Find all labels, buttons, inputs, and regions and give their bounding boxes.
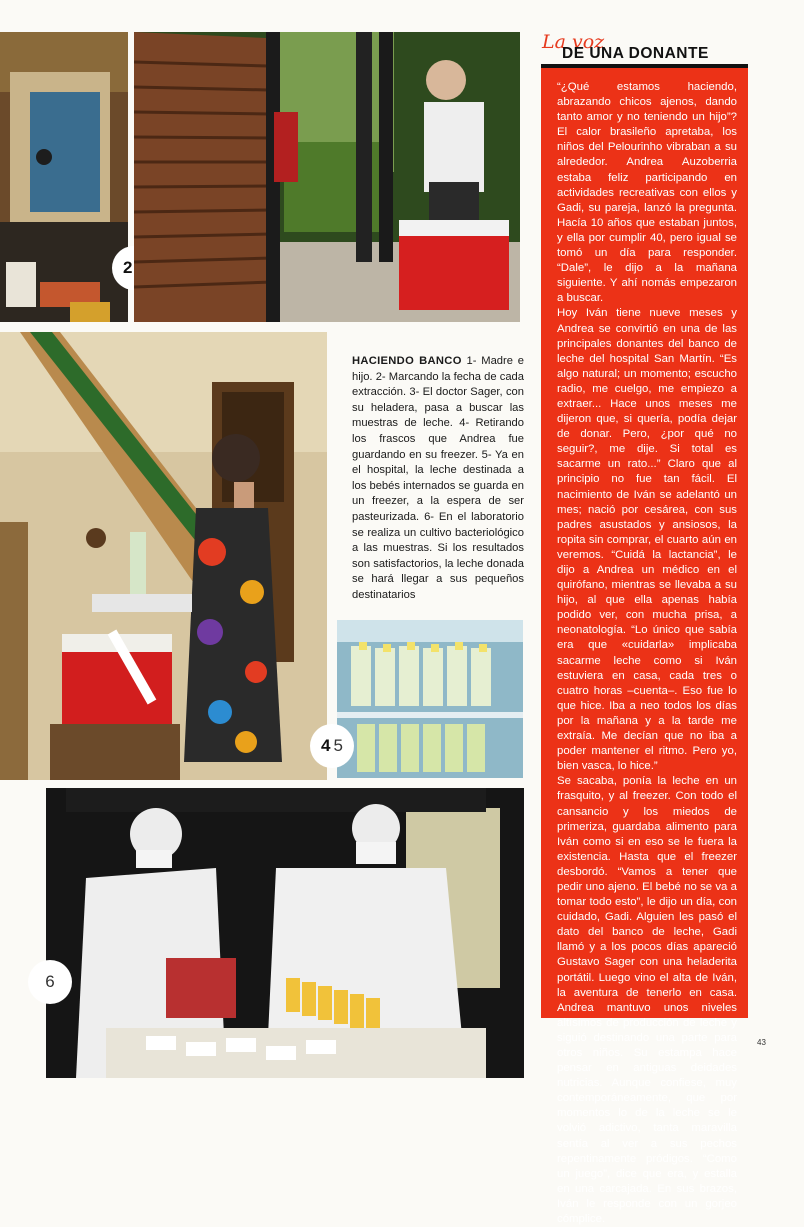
page-number: 43 xyxy=(757,1038,766,1047)
photo-laboratory xyxy=(46,788,524,1078)
photo-caption xyxy=(352,354,524,604)
article-paragraph: Se sacaba, ponía la leche en un frasquito, y al freezer. Con todo el cansancio y los miedos de primeriza, guardaba alimento para Iván como si en eso se le fuera la existencia. Hasta que el freezer desbordó. “Vamos a tener que pedir uno ajeno. El bebé no se va a tomar todo esto”, le dijo un día, con cuidado, Gadi. Alguien les pasó el dato del banco de leche, Gadi llamó y a los pocos días apareció Gustavo Sager con una heladerita portátil. Luego vino el alta de Iván, la aventura de tenerlo en casa. Andrea mantuvo unos niveles altísimos de producción de leche y siguió destinando una parte para otros niños. Su estampa hace pensar en antiguas deidades nutricias. Aunque confiese, muy contemporáneamente, que por momentos lo de la leche se le volvió adictivo, tanta maravilla sentía al ver a sus pechos repentinamente pródigos. “Como un juego”, dice que era, y estalla en una carcajada. En sus brazos, Iván le responde con un gorjeo cómplice. xyxy=(557,775,737,1226)
photo-woman-staircase xyxy=(0,332,327,780)
article-paragraph: Hoy Iván tiene nueve meses y Andrea se convirtió en una de las principales donantes del banco de leche del hospital San Martín. “Es algo natural; un momento; escucho radio, me cuelgo, me empiezo a extraer... Hace unos meses me dijeron que, si quería, podía dejar de donar. Pero, ¿por qué no seguir?, me dije. Si total es sacarme un rato...” Claro que al principio no fue tan fácil. El nacimiento de Iván se adelantó un mes; nació por cesárea, con sus padres asustados y ansiosos, la ropita sin comprar, el cuarto aún en veremos. “Cuidá la lactancia”, le dijo a Andrea un médico en el quirófano, mientras se llevaba a su hijo, al que ella apenas había podido ver, con mucha prisa, a neonatología. “Lo único que sabía era que «cuidarla» implicaba sacarme leche como si Iván estuviera en casa, cada tres o cuatro horas –cuenta–. Eso fue lo que hice. Iba a neo todos los días por la mañana y a la tarde me extraía. Me decían que no iba a poder mantener el ritmo. Pero yo, bien vasca, lo hice.” xyxy=(557,307,737,773)
column-title: DE UNA DONANTE xyxy=(562,45,709,62)
photo-kitchen-window xyxy=(0,32,128,322)
photo-garden-gate xyxy=(134,32,520,322)
photo-badge-6: 6 xyxy=(28,960,72,1004)
caption-heading: HACIENDO BANCO xyxy=(352,355,462,367)
column-kicker: La voz xyxy=(542,31,605,53)
column-top-rule xyxy=(541,64,748,68)
photo-badge-4-5: 4 5 xyxy=(310,724,354,768)
photo-badge-2-3: 2 xyxy=(112,246,156,290)
caption-text: 1- Madre e hijo. 2- Marcando la fecha de cada extracción. 3- El doctor Sager, con su heladera, pasa a buscar las muestras de leche. 4- Retirando los frascos que Andrea fue guardando en su freezer. 5- Ya en el hospital, la leche destinada a los bebés internados se guarda en un freezer, a la espera de ser pasteurizada. 6- En el laboratorio se realiza un cultivo bacteriológico a las muestras. Si los resultados son satisfactorios, la leche donada se hará llegar a sus pequeños destinatarios xyxy=(352,355,525,601)
column-article xyxy=(557,80,737,1227)
article-paragraph: “¿Qué estamos haciendo, abrazando chicos ajenos, dando tanto amor y no teniendo un hijo”? El calor brasileño apretaba, los niños del Pelourinho vibraban a su alrededor. Andrea Auzoberria estaba feliz participando en actividades recreativas con ellos y Gadi, su pareja, lanzó la pregunta. Hacía 10 años que estaban juntos, y ella por cumplir 40, pero igual se tomó un día para responder. “Dale”, le dijo a la mañana siguiente. Y ahí nomás empezaron a buscar. xyxy=(557,81,737,305)
photo-freezer-bottles xyxy=(337,620,523,778)
